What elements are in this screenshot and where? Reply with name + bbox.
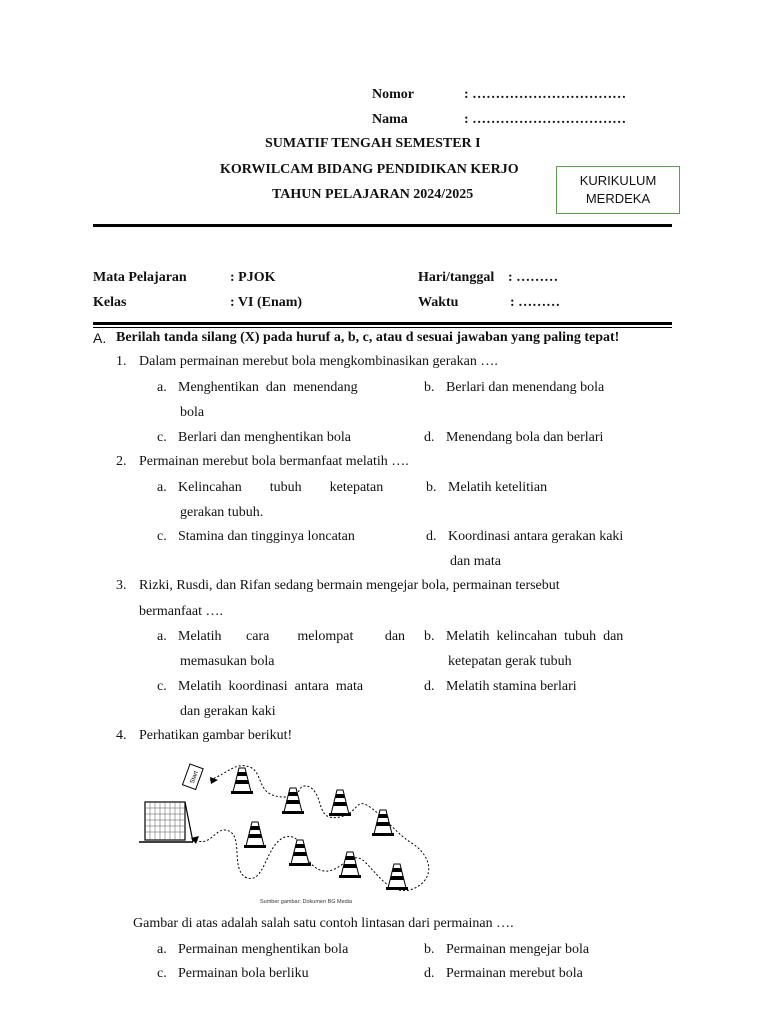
option-letter[interactable]: c. bbox=[157, 679, 167, 694]
waktu-label: Waktu bbox=[418, 295, 459, 310]
question-number: 2. bbox=[116, 454, 127, 469]
option-text[interactable]: Melatih kelincahan tubuh dan bbox=[446, 629, 624, 644]
option-text[interactable]: Stamina dan tingginya loncatan bbox=[178, 529, 355, 544]
exam-year: TAHUN PELAJARAN 2024/2025 bbox=[272, 187, 474, 202]
option-letter[interactable]: c. bbox=[157, 430, 167, 445]
cone-icon bbox=[244, 822, 266, 848]
kelas-label: Kelas bbox=[93, 295, 127, 310]
option-text[interactable]: Menghentikan dan menendang bbox=[178, 380, 358, 395]
option-text[interactable]: Melatih cara melompat dan bbox=[178, 629, 406, 644]
question-text: Perhatikan gambar berikut! bbox=[139, 728, 293, 743]
waktu-value: : ……… bbox=[510, 295, 561, 310]
figure-caption: Sumber gambar: Dokumen BG Media bbox=[260, 899, 353, 905]
option-letter[interactable]: b. bbox=[424, 380, 435, 395]
option-text-cont: dan mata bbox=[450, 554, 501, 569]
question-number: 4. bbox=[116, 728, 127, 743]
section-letter: A. bbox=[93, 330, 107, 346]
option-text-cont: dan gerakan kaki bbox=[180, 704, 276, 719]
mapel-label: Mata Pelajaran bbox=[93, 270, 187, 285]
nama-value: : …………………………… bbox=[464, 112, 627, 127]
course-figure bbox=[135, 752, 445, 907]
hari-label: Hari/tanggal bbox=[418, 270, 495, 285]
option-text[interactable]: Berlari dan menghentikan bola bbox=[178, 430, 351, 445]
nama-label: Nama bbox=[372, 112, 408, 127]
exam-title: SUMATIF TENGAH SEMESTER I bbox=[265, 136, 481, 151]
option-letter[interactable]: a. bbox=[157, 942, 167, 957]
badge-line-1: KURIKULUM bbox=[579, 173, 657, 188]
mapel-value: : PJOK bbox=[230, 270, 276, 285]
option-letter[interactable]: c. bbox=[157, 529, 167, 544]
header-divider bbox=[93, 224, 672, 227]
question-text: Rizki, Rusdi, dan Rifan sedang bermain mengejar bola, permainan tersebut bbox=[139, 578, 560, 593]
nomor-value: : …………………………… bbox=[464, 87, 627, 102]
question-text: Gambar di atas adalah salah satu contoh lintasan dari permainan …. bbox=[133, 916, 514, 931]
kelas-value: : VI (Enam) bbox=[230, 295, 303, 310]
curriculum-badge bbox=[556, 166, 680, 214]
info-divider bbox=[93, 322, 672, 325]
option-letter[interactable]: d. bbox=[424, 679, 435, 694]
option-letter[interactable]: a. bbox=[157, 380, 167, 395]
question-text: Dalam permainan merebut bola mengkombinasikan gerakan …. bbox=[139, 354, 498, 369]
option-text[interactable]: Kelincahan tubuh ketepatan bbox=[178, 480, 384, 495]
cone-icon bbox=[386, 864, 408, 890]
hari-value: : ……… bbox=[508, 270, 559, 285]
option-text[interactable]: Permainan merebut bola bbox=[446, 966, 583, 981]
option-text[interactable]: Menendang bola dan berlari bbox=[446, 430, 604, 445]
cone-icon bbox=[231, 768, 253, 794]
info-divider-thin bbox=[93, 327, 672, 328]
svg-text:Start: Start bbox=[189, 770, 200, 785]
option-text[interactable]: Melatih stamina berlari bbox=[446, 679, 577, 694]
cone-icon bbox=[372, 810, 394, 836]
question-text: Permainan merebut bola bermanfaat melatih …. bbox=[139, 454, 409, 469]
question-number: 3. bbox=[116, 578, 127, 593]
option-text-cont: gerakan tubuh. bbox=[180, 505, 264, 520]
exam-organizer: KORWILCAM BIDANG PENDIDIKAN KERJO bbox=[220, 162, 519, 177]
option-letter[interactable]: c. bbox=[157, 966, 167, 981]
cone-icon bbox=[282, 788, 304, 814]
option-letter[interactable]: b. bbox=[424, 942, 435, 957]
option-text[interactable]: Koordinasi antara gerakan kaki bbox=[448, 529, 624, 544]
question-text-cont: bermanfaat …. bbox=[139, 604, 223, 619]
option-text-cont: ketepatan gerak tubuh bbox=[448, 654, 572, 669]
goal-icon bbox=[139, 802, 193, 842]
option-letter[interactable]: d. bbox=[424, 430, 435, 445]
cone-icon bbox=[289, 840, 311, 866]
option-letter[interactable]: d. bbox=[426, 529, 437, 544]
option-text-cont: bola bbox=[180, 405, 205, 420]
option-text[interactable]: Melatih ketelitian bbox=[448, 480, 548, 495]
option-text[interactable]: Melatih koordinasi antara mata bbox=[178, 679, 364, 694]
question-number: 1. bbox=[116, 354, 127, 369]
badge-line-2: MERDEKA bbox=[585, 191, 651, 206]
section-instruction: Berilah tanda silang (X) pada huruf a, b, c, atau d sesuai jawaban yang paling tepat! bbox=[116, 330, 620, 345]
option-text[interactable]: Permainan menghentikan bola bbox=[178, 942, 349, 957]
option-text[interactable]: Permainan mengejar bola bbox=[446, 942, 590, 957]
option-letter[interactable]: b. bbox=[424, 629, 435, 644]
cone-icon bbox=[329, 790, 351, 816]
nomor-label: Nomor bbox=[372, 87, 414, 102]
option-text[interactable]: Berlari dan menendang bola bbox=[446, 380, 605, 395]
option-letter[interactable]: d. bbox=[424, 966, 435, 981]
option-text[interactable]: Permainan bola berliku bbox=[178, 966, 309, 981]
option-letter[interactable]: b. bbox=[426, 480, 437, 495]
option-text-cont: memasukan bola bbox=[180, 654, 275, 669]
option-letter[interactable]: a. bbox=[157, 629, 167, 644]
start-sign-icon bbox=[182, 764, 203, 789]
option-letter[interactable]: a. bbox=[157, 480, 167, 495]
